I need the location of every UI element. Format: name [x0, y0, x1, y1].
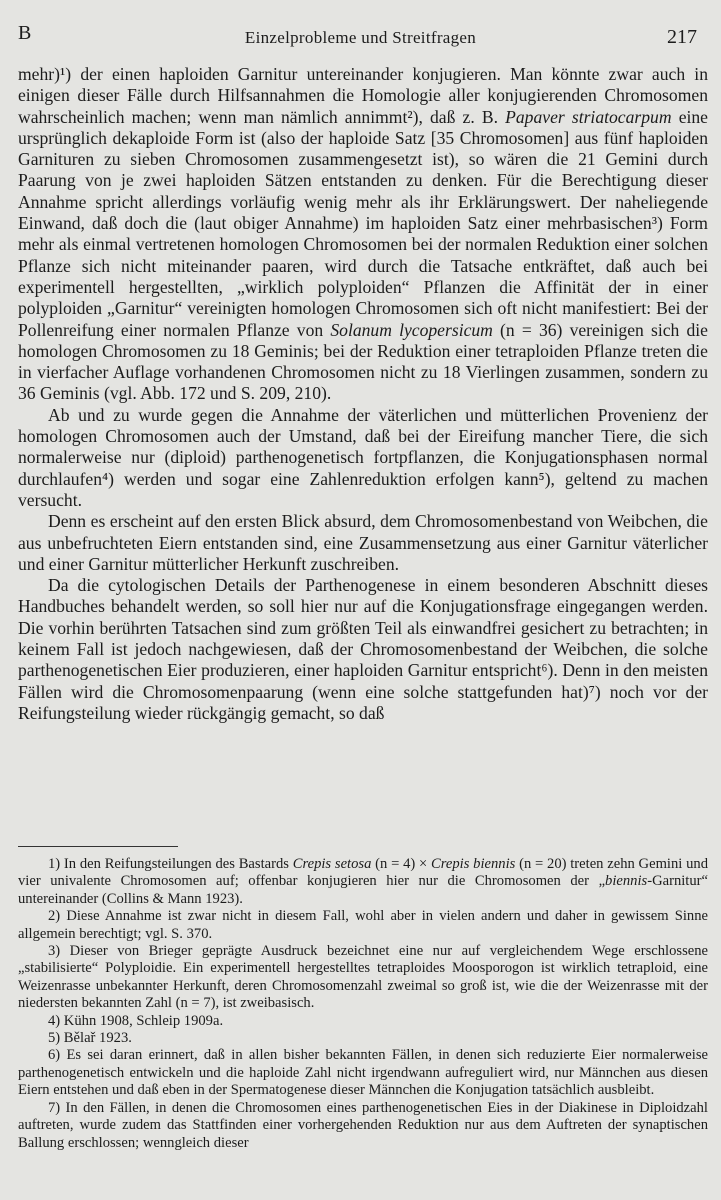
paragraph: Ab und zu wurde gegen die Annahme der väterlichen und mütterlichen Provenienz der homologen Chromosomen auch der Umstand, daß bei der Eireifung mancher Tiere, die sich normalerweise nur (diploid) parthenogenetisch fortpflanzen, die Konjugationsphasen normal durchlaufen⁴) werden und sogar eine Zahlenreduktion erfolgen kann⁵), geltend zu machen versucht. [18, 404, 708, 510]
footnote: 5) Bělař 1923. [48, 1030, 132, 1047]
running-header [14, 22, 707, 48]
running-title: Einzelprobleme und Streitfragen [244, 28, 477, 47]
main-text [18, 64, 708, 724]
paragraph: Denn es erscheint auf den ersten Blick absurd, dem Chromosomenbestand von Weibchen, die aus unbefruchteten Eiern entstanden sind, eine Zusammensetzung aus einer Garnitur väterlicher und einer Garnitur mütterlicher Herkunft zuschreiben. [18, 511, 708, 574]
footnote: 3) Dieser von Brieger geprägte Ausdruck bezeichnet eine nur auf vergleichendem Wege erschlossene „stabilisierte“ Polyploidie. Ein experimentell hergestelltes tetraploides Moosporogon ist wirklich tetraploid, eine Weizenrasse unbekannter Herkunft, deren Chromosomenzahl zweimal so groß ist, wie die der Weizenrasse mit der niedersten bekannten Zahl (n = 7), ist zweibasisch. [18, 943, 708, 1012]
footnote: 2) Diese Annahme ist zwar nicht in diesem Fall, wohl aber in vielen andern und daher in gewissem Sinne allgemein berechtigt; vgl. S. 370. [18, 908, 708, 942]
page-number: 217 [667, 26, 697, 48]
footnotes [18, 856, 708, 1152]
paragraph: Da die cytologischen Details der Parthenogenese in einem besonderen Abschnitt dieses Handbuches behandelt werden, so soll hier nur auf die Konjugationsfrage eingegangen werden. Die vorhin berührten Tatsachen sind zum größten Teil als einwandfrei gesichert zu betrachten; in keinem Fall ist jedoch nachgewiesen, daß der Chromosomenbestand der Weibchen, die solche parthenogenetischen Eier produzieren, einer haploiden Garnitur entspricht⁶). Denn in den meisten Fällen wird die Chromosomenpaarung (wenn eine solche stattgefunden hat)⁷) noch vor der Reifungsteilung wieder rückgängig gemacht, so daß [18, 575, 708, 723]
footnote: 4) Kühn 1908, Schleip 1909a. [48, 1012, 224, 1029]
footnote: 1) In den Reifungsteilungen des Bastards Crepis setosa (n = 4) × Crepis biennis (n = 20) treten zehn Gemini und vier univalente Chromosomen auf; offenbar konjugieren hier nur die Chromosomen der „biennis-Garnitur“ untereinander (Collins & Mann 1923). [18, 856, 708, 907]
section-letter: B [18, 22, 32, 44]
footnote: 6) Es sei daran erinnert, daß in allen bisher bekannten Fällen, in denen sich reduzierte Eier normalerweise parthenogenetisch entwickeln und die haploide Zahl nicht irgendwann aufreguliert wird, nur Männchen aus diesen Eiern entstehen und daß eben in der Spermatogenese dieser Männchen die Konjugation tatsächlich ausbleibt. [18, 1047, 708, 1099]
footnote-divider [18, 846, 178, 847]
footnote: 7) In den Fällen, in denen die Chromosomen eines parthenogenetischen Eies in der Diakinese in Diploidzahl auftreten, wurde zudem das Stattfinden einer vorhergehenden Reduktion nur aus dem Auftreten der synaptischen Ballung erschlossen; wenngleich dieser [18, 1099, 708, 1151]
paragraph: mehr)¹) der einen haploiden Garnitur untereinander konjugieren. Man könnte zwar auch in einigen dieser Fälle durch Hilfsannahmen die Homologie aller konjugierenden Chromosomen wahrscheinlich machen; wenn man nämlich annimmt²), daß z. B. Papaver striatocarpum eine ursprünglich dekaploide Form ist (also der haploide Satz [35 Chromosomen] aus fünf haploiden Garnituren zu sieben Chromosomen zusammengesetzt ist), so wären die 21 Gemini durch Paarung von je zwei haploiden Sätzen entstanden zu denken. Für die Berechtigung dieser Annahme spricht allerdings vorläufig wenig mehr als ihr Erklärungswert. Der naheliegende Einwand, daß doch die (laut obiger Annahme) im haploiden Satz einer mehrbasischen³) Form mehr als einmal vertretenen homologen Chromosomen bei der normalen Reduktion einer solchen Pflanze sich nicht miteinander paaren, wird durch die Tatsache entkräftet, daß auch bei experimentell hergestellten, „wirklich polyploiden“ Pflanzen die Affinität der in einer polyploiden „Garnitur“ vereinigten homologen Chromosomen sich oft nicht manifestiert: Bei der Pollenreifung einer normalen Pflanze von Solanum lycopersicum (n = 36) vereinigen sich die homologen Chromosomen zu 18 Geminis; bei der Reduktion einer tetraploiden Pflanze treten die in vierfacher Auflage vorhandenen Chromosomen nicht zu 18 Vierlingen zusammen, sondern zu 36 Geminis (vgl. Abb. 172 und S. 209, 210). [18, 64, 708, 404]
